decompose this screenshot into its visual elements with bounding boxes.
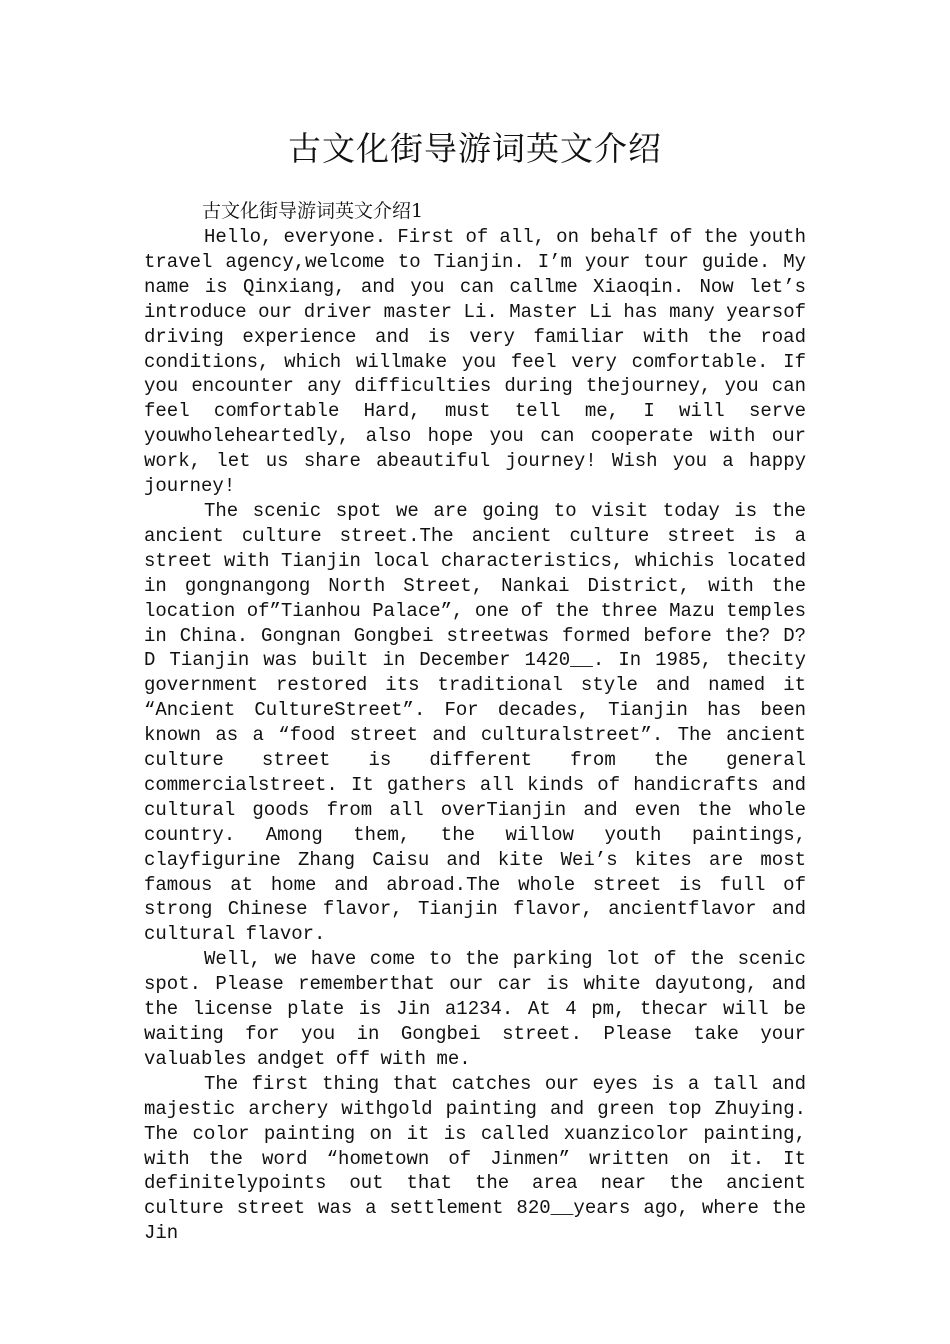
paragraph-scenic-spot: The scenic spot we are going to visit today is the ancient culture street.The ancient culture street is a street with Tianjin local characteristics, whichis located in gongnangong North Street, Nankai District, with the location of”Tianhou Palace”, one of the three Mazu temples in China. Gongnan Gongbei streetwas formed before the? D? D Tianjin was built in December 1420__. In 1985, thecity government restored its traditional style and named it “Ancient CultureStreet”. For decades, Tianjin has been known as a “food street and culturalstreet”. The ancient culture street is different from the general commercialstreet. It gathers all kinds of handicrafts and cultural goods from all overTianjin and even the whole country. Among them, the willow youth paintings, clayfigurine Zhang Caisu and kite Wei’s kites are most famous at home and abroad.The whole street is full of strong Chinese flavor, Tianjin flavor, ancientflavor and cultural flavor. [144,499,806,946]
paragraph-parking: Well, we have come to the parking lot of the scenic spot. Please rememberthat our car is white dayutong, and the license plate is Jin a1234. At 4 pm, thecar will be waiting for you in Gongbei street. Please take your valuables andget off with me. [144,948,806,1070]
document-body [144,198,806,1246]
section-heading: 古文化街导游词英文介绍1 [202,200,424,222]
document-title: 古文化街导游词英文介绍 [288,129,662,168]
paragraph-archway: The first thing that catches our eyes is a tall and majestic archery withgold painting and green top Zhuying. The color painting on it is called xuanzicolor painting, with the word “hometown of Jinmen” written on it. It definitelypoints out that the area near the ancient culture street was a settlement 820__years ago, where the Jin [144,1072,806,1245]
paragraph-welcome: Hello, everyone. First of all, on behalf of the youth travel agency,welcome to Tianjin. I’m your tour guide. My name is Qinxiang, and you can callme Xiaoqin. Now let’s introduce our driver master Li. Master Li has many yearsof driving experience and is very familiar with the road conditions, which willmake you feel very comfortable. If you encounter any difficulties during thejourney, you can feel comfortable Hard, must tell me, I will serve youwholeheartedly, also hope you can cooperate with our work, let us share abeautiful journey! Wish you a happy journey! [144,226,806,498]
